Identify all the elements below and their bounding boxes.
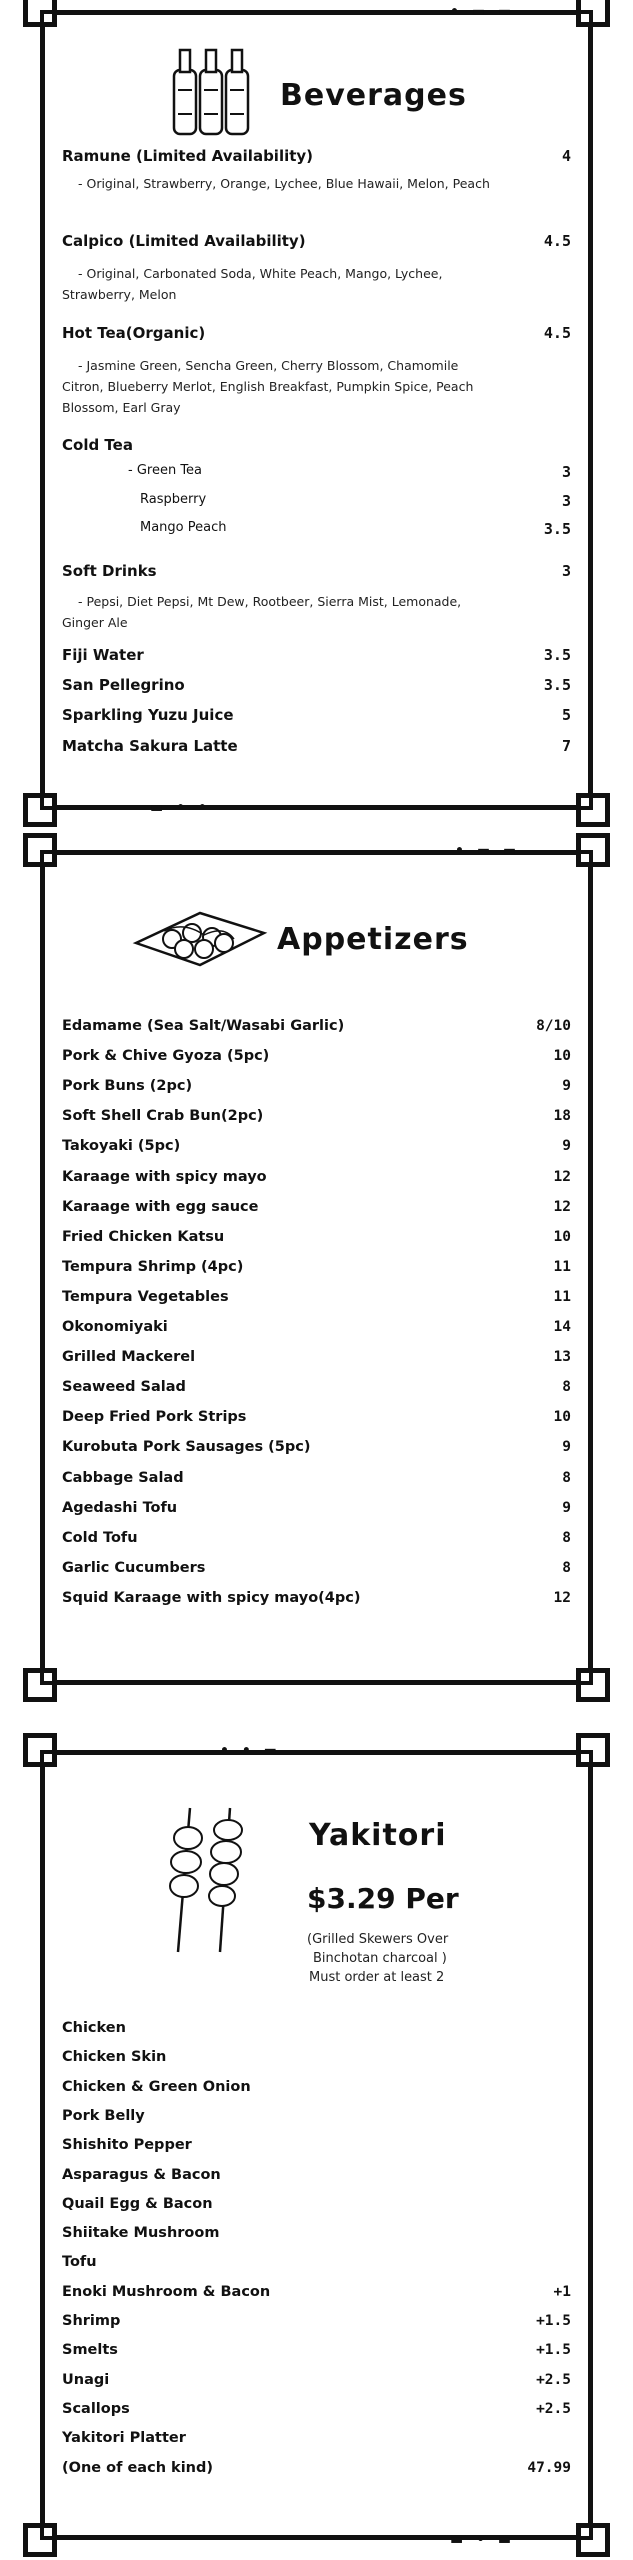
item-price: +2.5: [536, 2371, 571, 2388]
skewer-icon: [150, 1800, 260, 1960]
item-name: Pork & Chive Gyoza (5pc): [62, 1048, 270, 1065]
item-name: Fried Chicken Katsu: [62, 1228, 225, 1245]
item-price: 10: [553, 1048, 571, 1065]
menu-item: [62, 1289, 571, 1305]
item-price: 14: [553, 1319, 571, 1335]
item-price: 9: [562, 1499, 571, 1516]
item-name: Smelts: [62, 2342, 118, 2359]
item-name: Squid Karaage with spicy mayo(4pc): [62, 1589, 361, 1606]
frame-corner: [23, 2523, 57, 2557]
menu-item: [62, 1560, 571, 1576]
menu-item: [62, 706, 571, 724]
item-name: Mango Peach: [140, 520, 227, 535]
item-price: +1.5: [536, 2342, 571, 2359]
item-price: 8: [562, 1379, 571, 1396]
item-price: 8: [562, 1469, 571, 1486]
item-name: Quail Egg & Bacon: [62, 2195, 213, 2212]
item-name: Sparkling Yuzu Juice: [62, 706, 234, 724]
item-price: 3: [561, 463, 571, 481]
frame-corner: [23, 1733, 57, 1767]
yakitori-note: Must order at least 2: [309, 1970, 445, 1985]
menu-item: [62, 1169, 571, 1185]
frame-corner: [576, 1668, 610, 1702]
item-name: Karaage with egg sauce: [62, 1198, 259, 1215]
item-name: Karaage with spicy mayo: [62, 1168, 267, 1185]
item-price: 4.5: [543, 324, 571, 342]
item-name: Seaweed Salad: [62, 1379, 186, 1396]
item-name: Asparagus & Bacon: [62, 2166, 221, 2183]
frame-dots: ▬ • •: [150, 800, 211, 816]
menu-item: [62, 1108, 571, 1124]
menu-item: [62, 147, 571, 165]
menu-item: [62, 2401, 571, 2417]
menu-item: [62, 2020, 571, 2036]
menu-item: [62, 1500, 571, 1516]
item-name: Tofu: [62, 2254, 97, 2271]
item-name: Pork Belly: [62, 2107, 145, 2124]
menu-item: [62, 1199, 571, 1215]
item-name: Yakitori Platter: [62, 2430, 186, 2447]
menu-item: [62, 2137, 571, 2153]
menu-item: [62, 2108, 571, 2124]
item-price: +2.5: [536, 2400, 571, 2417]
item-price: 11: [553, 1288, 571, 1305]
item-price: 3.5: [543, 520, 571, 538]
item-price: 8/10: [536, 1018, 571, 1034]
frame-corner: [576, 1733, 610, 1767]
item-name: Chicken: [62, 2020, 126, 2036]
item-price: 9: [562, 1138, 571, 1155]
item-price: 8: [562, 1529, 571, 1546]
frame-corner: [576, 0, 610, 27]
menu-item: [62, 1470, 571, 1486]
item-price: 3.5: [543, 646, 571, 664]
frame-corner: [23, 793, 57, 827]
takoyaki-plate-icon: [130, 905, 270, 971]
item-name: Takoyaki (5pc): [62, 1138, 181, 1155]
menu-item: [62, 1590, 571, 1606]
item-name: Shrimp: [62, 2313, 121, 2329]
item-price: 5: [561, 706, 571, 724]
item-description: - Jasmine Green, Sencha Green, Cherry Blossom, Chamomile Citron, Blueberry Merlot, English Breakfast, Pumpkin Spice, Peach Blossom, Earl Gray: [62, 358, 474, 415]
item-name: Edamame (Sea Salt/Wasabi Garlic): [62, 1018, 345, 1034]
sub-item: [140, 492, 571, 510]
item-name: Cold Tea: [62, 436, 133, 454]
beverages-title: Beverages: [280, 78, 467, 113]
frame-corner: [23, 833, 57, 867]
item-name: Deep Fried Pork Strips: [62, 1409, 247, 1426]
item-price: 3.5: [543, 676, 571, 694]
menu-item: [62, 1530, 571, 1546]
item-name: Tempura Vegetables: [62, 1288, 229, 1305]
item-price: 3: [561, 492, 571, 510]
item-price: +1.5: [536, 2313, 571, 2329]
item-name: Pork Buns (2pc): [62, 1078, 193, 1095]
menu-item: [62, 1048, 571, 1064]
item-name: Tempura Shrimp (4pc): [62, 1258, 244, 1275]
item-name: Garlic Cucumbers: [62, 1559, 206, 1576]
menu-item: [62, 676, 571, 694]
item-description: - Original, Carbonated Soda, White Peach, Mango, Lychee, Strawberry, Melon: [62, 266, 443, 302]
item-name: Enoki Mushroom & Bacon: [62, 2283, 271, 2300]
item-price: +1: [553, 2283, 571, 2300]
yakitori-price-per: $3.29 Per: [307, 1882, 459, 1915]
item-name: Shishito Pepper: [62, 2137, 192, 2154]
menu-item: [62, 2342, 571, 2358]
frame-corner: [576, 833, 610, 867]
frame-corner: [576, 793, 610, 827]
menu-item: [62, 1439, 571, 1455]
menu-item: [62, 1349, 571, 1365]
item-price: 9: [562, 1078, 571, 1095]
item-price: 12: [553, 1168, 571, 1185]
menu-item: [62, 1409, 571, 1425]
sub-item: [140, 520, 571, 538]
menu-item: [62, 2254, 571, 2270]
item-price: 10: [553, 1228, 571, 1245]
item-price: 4.5: [543, 232, 571, 250]
menu-item: [62, 737, 571, 755]
frame-dots: ▬ • ▬: [450, 2532, 516, 2548]
item-description: - Original, Strawberry, Orange, Lychee, Blue Hawaii, Melon, Peach: [78, 176, 490, 191]
menu-item: [62, 2196, 571, 2212]
item-name: Soft Shell Crab Bun(2pc): [62, 1108, 264, 1125]
frame-dots: • • ▬: [220, 1743, 281, 1759]
item-name: Hot Tea(Organic): [62, 324, 206, 342]
item-name: Grilled Mackerel: [62, 1349, 196, 1366]
menu-item: [62, 2313, 571, 2329]
item-price: 47.99: [527, 2459, 571, 2476]
bottles-icon: [170, 44, 252, 140]
item-price: 18: [553, 1108, 571, 1125]
menu-item: [62, 1078, 571, 1094]
frame-dots: • ▬ ▬: [455, 843, 521, 859]
appetizers-title: Appetizers: [277, 922, 469, 957]
item-name: Kurobuta Pork Sausages (5pc): [62, 1439, 311, 1456]
menu-item: [62, 2430, 571, 2446]
yakitori-title: Yakitori: [309, 1818, 447, 1853]
menu-item: [62, 436, 571, 454]
item-name: Scallops: [62, 2400, 130, 2417]
menu-item: [62, 2049, 571, 2065]
menu-item: [62, 324, 571, 342]
menu-item: [62, 1229, 571, 1245]
menu-item: [62, 2225, 571, 2241]
menu-item: [62, 1259, 571, 1275]
frame-corner: [23, 0, 57, 27]
menu-item: [62, 2460, 571, 2476]
menu-item: [62, 2079, 571, 2095]
menu-item: [62, 562, 571, 580]
item-name: Unagi: [62, 2371, 110, 2388]
item-name: Raspberry: [140, 492, 207, 507]
menu-item: [62, 1319, 571, 1335]
item-name: - Green Tea: [128, 463, 203, 478]
item-name: Ramune (Limited Availability): [62, 147, 314, 165]
menu-item: [62, 232, 571, 250]
menu-item: [62, 2284, 571, 2300]
frame-corner: [576, 2523, 610, 2557]
item-price: 10: [553, 1409, 571, 1426]
item-name: San Pellegrino: [62, 676, 185, 694]
sub-item: [128, 463, 571, 481]
item-name: Calpico (Limited Availability): [62, 232, 306, 250]
menu-item: [62, 646, 571, 664]
menu-item: [62, 2372, 571, 2388]
item-price: 7: [561, 737, 571, 755]
item-name: Fiji Water: [62, 646, 144, 664]
item-price: 9: [562, 1439, 571, 1456]
item-price: 12: [553, 1589, 571, 1606]
item-name: Chicken Skin: [62, 2049, 167, 2066]
item-name: Cabbage Salad: [62, 1469, 184, 1486]
item-description: - Pepsi, Diet Pepsi, Mt Dew, Rootbeer, Sierra Mist, Lemonade, Ginger Ale: [62, 594, 462, 630]
item-name: Cold Tofu: [62, 1529, 138, 1546]
item-price: 13: [553, 1349, 571, 1366]
item-name: (One of each kind): [62, 2459, 214, 2476]
yakitori-note: (Grilled Skewers Over: [307, 1932, 449, 1947]
item-name: Agedashi Tofu: [62, 1499, 178, 1516]
menu-item: [62, 1379, 571, 1395]
item-name: Matcha Sakura Latte: [62, 737, 238, 755]
menu-item: [62, 1018, 571, 1034]
item-price: 11: [553, 1258, 571, 1275]
item-name: Shiitake Mushroom: [62, 2225, 220, 2242]
yakitori-note: Binchotan charcoal ): [313, 1951, 447, 1966]
item-name: Okonomiyaki: [62, 1319, 168, 1335]
frame-corner: [23, 1668, 57, 1702]
item-name: Chicken & Green Onion: [62, 2078, 251, 2095]
item-price: 4: [561, 147, 571, 165]
menu-item: [62, 1138, 571, 1154]
menu-item: [62, 2167, 571, 2183]
item-price: 12: [553, 1198, 571, 1215]
item-name: Soft Drinks: [62, 562, 157, 580]
item-price: 3: [561, 562, 571, 580]
frame-dots: • ▬ ▬: [450, 4, 516, 20]
item-price: 8: [562, 1559, 571, 1576]
